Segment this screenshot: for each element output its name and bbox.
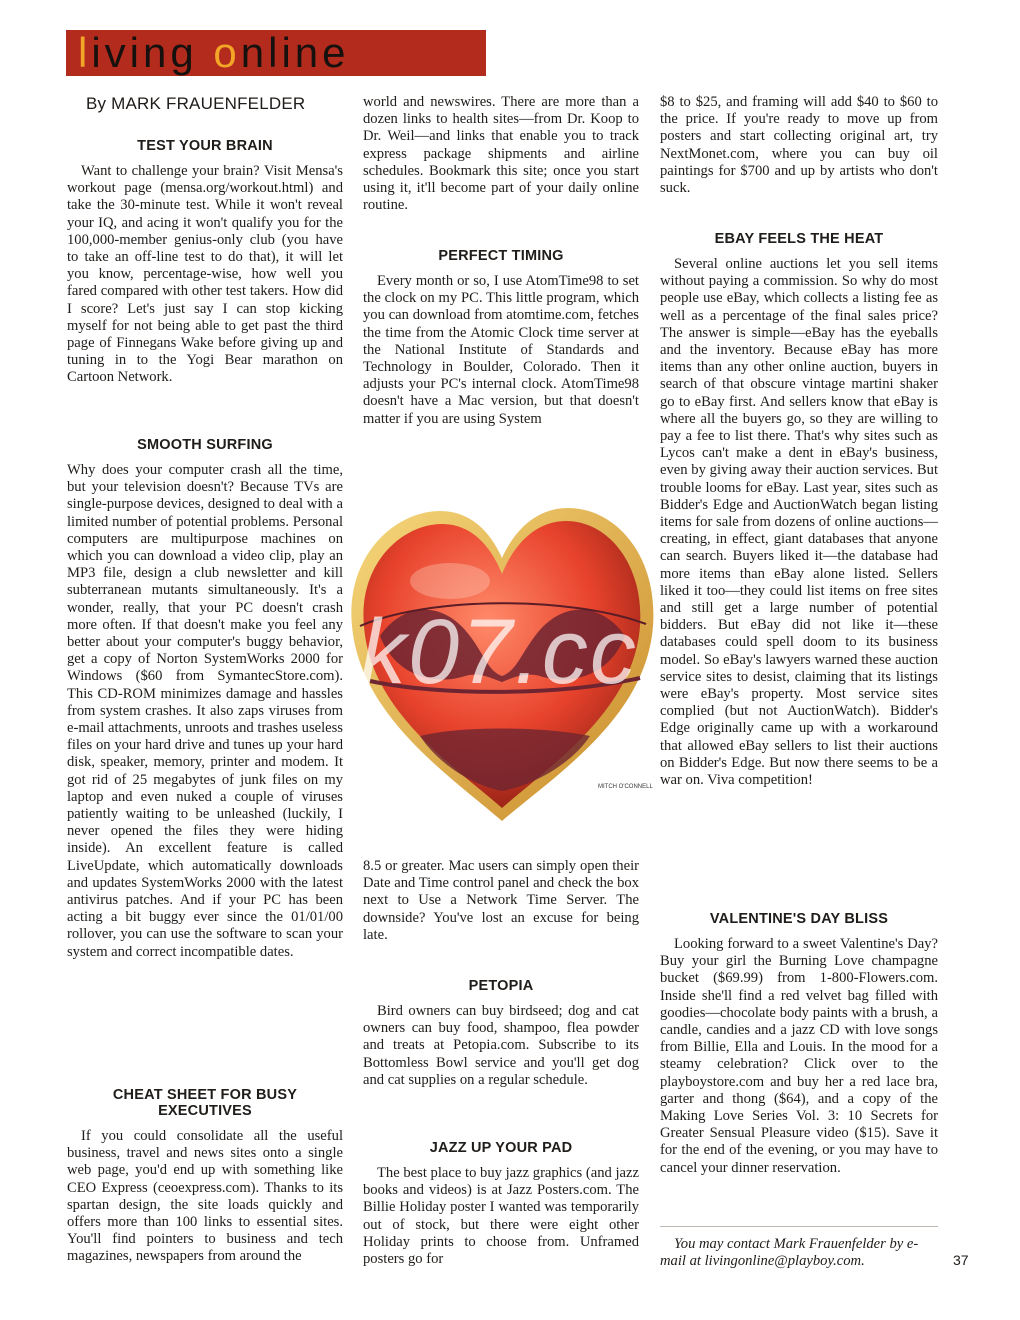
section-test-your-brain [67,138,343,387]
section-heading: PETOPIA [468,978,534,994]
section-jazz-up-your-pad [363,1140,639,1268]
article-paragraph: Several online auctions let you sell items without paying a commission. So why do most people use eBay, which collects a listing fee as well as a percentage of the final sales price? The answer is simple—eBay has the eyeballs and the inventory. Because eBay has more items than any other online auction, buyers in search of that obscure vintage martini shaker go to eBay first. And sellers know that eBay is where all the buyers go, so they are willing to pay a fee to list there. That's why sites such as Lycos can't make a dent in eBay's business, even by giving away their auction services. But trouble looms for eBay. Last year, sites such as Bidder's Edge and AuctionWatch began listing items for sale from dozens of online auctions—creating, in effect, giant databases that anyone can search. Buyers liked it—the database had more items than eBay alone listed. Sellers liked it too—they could list items on free sites and still get a large number of potential bidders. But eBay did not like it—these databases could spell doom to its business model. So eBay's lawyers warned these auction service sites to desist, claiming that its listings were eBay's property. Most service sites complied (but not AuctionWatch). Bidder's Edge originally came up with a workaround that allowed eBay sellers to list their auctions on Bidder's Edge. But now there seems to be a war on. Viva competition! [660,256,938,789]
article-paragraph: Every month or so, I use AtomTime98 to set the clock on my PC. This little program, which you can download from atomtime.com, fetches the time from the Atomic Clock time server at the National Institute of Standards and Technology in Boulder, Colorado. Then it adjusts your PC's internal clock. AtomTime98 doesn't have a Mac version, but that doesn't matter if you are using System [363,273,639,427]
signoff-text: You may contact Mark Frauenfelder by e-mail at livingonline@playboy.com. [660,1236,919,1270]
article-paragraph: world and newswires. There are more than a dozen links to health sites—from Dr. Koop to Dr. Weil—and links that enable you to track express package shipments and airline schedules. Bookmark this site; once you start using it, it'll become part of your daily online routine. [363,94,639,214]
article-paragraph: If you could consolidate all the useful business, travel and news sites onto a single web page, you'd end up with something like CEO Express (ceoexpress.com). Thanks to its spartan design, the site loads quickly and offers more than 100 links to essential sites. You'll find pointers to business and tech magazines, newspapers from around the [67,1128,343,1265]
section-heading: VALENTINE'S DAY BLISS [709,911,889,927]
section-ebay-feels-the-heat [660,231,938,789]
article-paragraph: 8.5 or greater. Mac users can simply open their Date and Time control panel and check the box next to Use a Network Time Server. The downside? You've lost an excuse for being late. [363,858,639,943]
section-title: living online [78,29,350,76]
article-paragraph: Why does your computer crash all the time, but your television doesn't? Because TVs are single-purpose devices, designed to deal with a limited number of potential problems. Personal computers are multipurpose machines on which you can download a video clip, play an MP3 file, design a club newsletter and kill subterranean mutants simultaneously. It's a wonder, really, that your PC doesn't crash more often. If that doesn't make you feel any better about your computer's buggy behavior, get a copy of Norton SystemWorks 2000 for Windows ($60 from SymantecStore.com). This CD-ROM minimizes damage and hassles from system crashes. It also zaps viruses from e-mail attachments, unroots and trashes useless files on your hard drive and tunes up your hard disk, speaker, memory, printer and modem. It got rid of 25 megabytes of junk files on my laptop and even nuked a couple of viruses patiently waiting to be unleashed (luckily, I never opened the files they were hiding inside). An excellent feature is called LiveUpdate, which automatically downloads and updates SystemWorks 2000 with the latest antivirus patches. And if your PC has been acting a bit buggy ever since the 01/01/00 rollover, you can use the software to scan your system and correct incompatible dates. [67,462,343,960]
page-number: 37 [953,1252,969,1268]
section-cheat-sheet-continued [363,94,639,214]
section-valentines-day-bliss [660,911,938,1177]
signoff-divider [660,1226,938,1227]
article-paragraph: The best place to buy jazz graphics (and jazz books and videos) is at Jazz Posters.com. The Billie Holiday poster I wanted was temporarily out of stock, but there were eight other Holiday prints to choose from. Unframed posters go for [363,1165,639,1268]
article-paragraph: Looking forward to a sweet Valentine's Day? Buy your girl the Burning Love champagne bucket ($69.99) from 1-800-Flowers.com. Inside she'll find a red velvet bag filled with goodies—chocolate body paints with a brush, a candle, candies and a jazz CD with love songs from Billie, Ella and Louis. In the mood for a steamy celebration? Click over to the playboystore.com and buy her a red lace bra, garter and thong ($64), and a copy of the Making Love Series Vol. 3: 10 Secrets for Greater Sensual Pleasure video ($15). Save it for the end of the evening, or you may have to cancel your dinner reservation. [660,936,938,1176]
section-heading: CHEAT SHEET FOR BUSY EXECUTIVES [112,1087,298,1119]
section-banner [66,30,486,76]
section-heading: JAZZ UP YOUR PAD [429,1140,573,1156]
watermark: k07.cc [360,601,638,703]
article-paragraph: Bird owners can buy birdseed; dog and cat owners can buy food, shampoo, flea powder and treats at Petopia.com. Subscribe to its Bottomless Bowl service and you'll get dog and cat supplies on a regular schedule. [363,1003,639,1088]
section-perfect-timing-continued [363,858,639,944]
section-heading: EBAY FEELS THE HEAT [714,231,884,247]
article-paragraph: Want to challenge your brain? Visit Mensa's workout page (mensa.org/workout.html) and take the 30-minute test. While it won't reveal your IQ, and acing it won't qualify you for the 100,000-member genius-only club (you have to take an off-line test to do that), it will let you know, percentage-wise, how well you fared compared with other test takers. How did I score? Let's just say I can stop kicking myself for not being able to get past the third page of Finnegans Wake before giving up and tuning in to the Yogi Bear marathon on Cartoon Network. [67,163,343,386]
byline: By MARK FRAUENFELDER [86,94,306,113]
section-cheat-sheet [67,1087,343,1266]
section-heading: PERFECT TIMING [438,248,564,264]
section-petopia [363,978,639,1089]
section-smooth-surfing [67,437,343,961]
section-jazz-continued [660,94,938,197]
section-perfect-timing [363,248,639,428]
author-signoff [660,1236,938,1270]
section-heading: SMOOTH SURFING [137,437,273,453]
section-heading: TEST YOUR BRAIN [137,138,273,154]
artist-signature: MITCH O'CONNELL [598,784,653,790]
article-paragraph: $8 to $25, and framing will add $40 to $60 to the price. If you're ready to move up from posters and start collecting original art, try NextMonet.com, where you can buy oil paintings for $700 and up by artists who don't suck. [660,94,938,197]
